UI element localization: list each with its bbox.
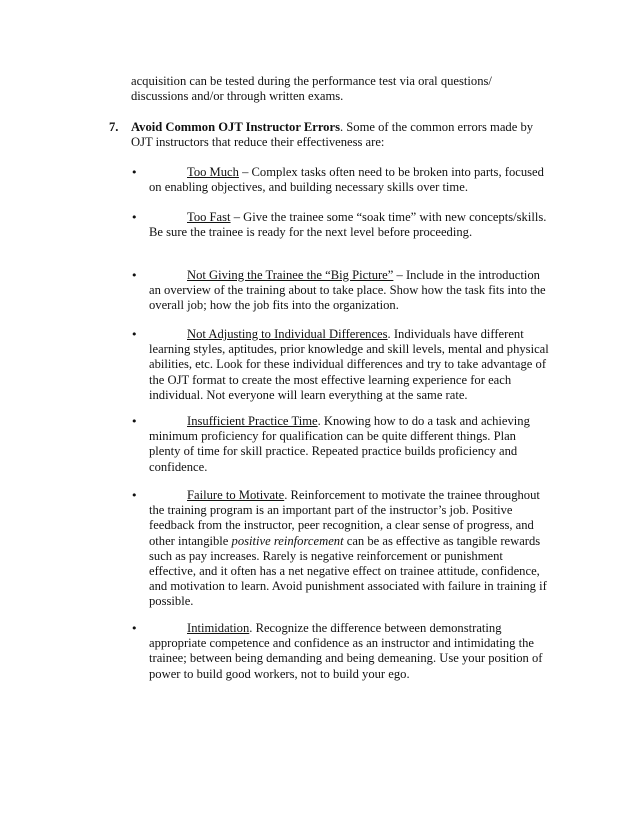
bullet-text: – Include in the introduction an overview of the training about to take place. Show how the task fits into the overall job; how the job fits into the organization.: [149, 268, 546, 313]
section-intro: [131, 120, 541, 150]
continued-paragraph: acquisition can be tested during the performance test via oral questions/ discussions and/or through written exams.: [131, 74, 492, 104]
section-number: 7.: [109, 120, 119, 134]
bullet-body: [149, 414, 549, 475]
bullet-body: [149, 488, 549, 610]
bullet-term: Insufficient Practice Time: [187, 414, 318, 428]
bullet-icon: •: [131, 269, 138, 282]
bullet-icon: •: [131, 211, 138, 224]
bullet-term: Intimidation: [187, 621, 250, 635]
bullet-body: [149, 165, 549, 195]
bullet-text: . Recognize the difference between demonstrating appropriate competence and confidence as an instructor and intimidating the trainee; between being demanding and being demeaning. Use your position of power to build good workers, not to build your ego.: [149, 621, 543, 681]
bullet-text: – Complex tasks often need to be broken into parts, focused on enabling objectives, and building necessary skills over time.: [149, 165, 544, 195]
bullet-term: Too Much: [187, 165, 239, 179]
bullet-term: Failure to Motivate: [187, 488, 285, 502]
bullet-text: can be as effective as tangible rewards such as pay increases. Rarely is negative reinforcement or punishment effective, and it often has a net negative effect on trainee attitude, confidence, and motivation to learn. Avoid punishment associated with failure in training if possible.: [149, 533, 547, 609]
bullet-body: [149, 621, 549, 682]
section-intro-text: Some of the common errors made by OJT instructors that reduce their effectiveness are:: [131, 120, 534, 150]
bullet-icon: •: [131, 489, 138, 502]
bullet-icon: •: [131, 415, 138, 428]
bullet-text: . Individuals have different learning styles, aptitudes, prior knowledge and skill levels, mental and physical abilities, etc. Look for these individual differences and try to take advantage of the OJT format to create the most effective learning experience for each individual. Not everyone will learn everything at the same rate.: [149, 327, 549, 402]
bullet-icon: •: [131, 328, 138, 341]
bullet-icon: •: [131, 622, 138, 635]
bullet-icon: •: [131, 166, 138, 179]
bullet-term: Too Fast: [187, 210, 231, 224]
bullet-body: [149, 210, 549, 240]
section-title: Avoid Common OJT Instructor Errors: [131, 120, 340, 134]
bullet-term: Not Adjusting to Individual Differences: [187, 327, 388, 341]
bullet-text: . Reinforcement to motivate the trainee throughout the training program is an important part of the instructor’s job. Positive feedback from the instructor, peer recognition, a clear sense of progress, and other intangible: [149, 488, 540, 548]
bullet-text: – Give the trainee some “soak time” with new concepts/skills. Be sure the trainee is ready for the next level before proceeding.: [149, 210, 547, 240]
section-title-punct: .: [339, 120, 344, 134]
bullet-italic-text: positive reinforcement: [231, 533, 344, 548]
bullet-body: [149, 268, 549, 314]
bullet-term: Not Giving the Trainee the “Big Picture”: [187, 268, 394, 282]
bullet-text: . Knowing how to do a task and achieving minimum proficiency for qualification can be quite different things. Plan plenty of time for skill practice. Repeated practice builds proficiency and confidence.: [149, 414, 530, 474]
bullet-body: [149, 327, 549, 403]
